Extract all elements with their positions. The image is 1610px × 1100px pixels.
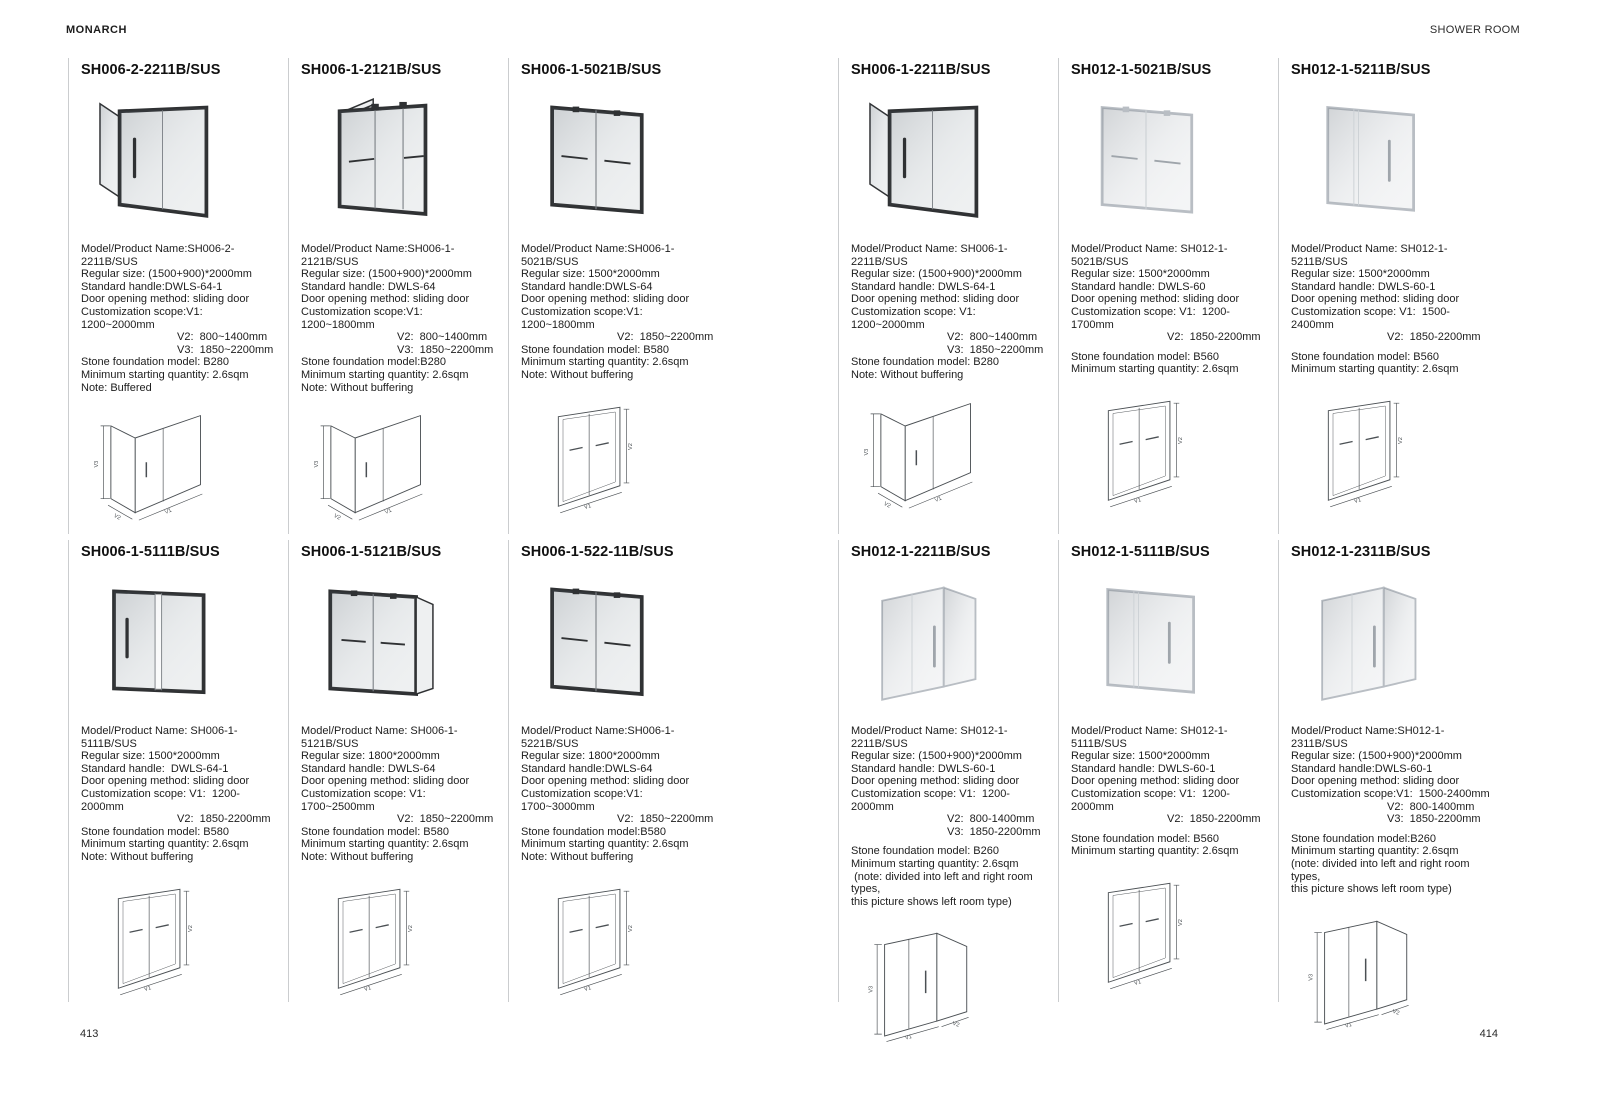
- spec-line: V2: 1850-2200mm: [1167, 813, 1261, 826]
- spec-line: Model/Product Name: SH012-1-5111B/SUS: [1071, 725, 1228, 750]
- dim-label-width: V1: [1133, 979, 1143, 988]
- shower-door-illustration: [81, 569, 231, 709]
- spec-line: Stone foundation model: B560: [1071, 350, 1220, 363]
- page-number-right: 414: [1479, 1028, 1498, 1040]
- brand-logo-text: MONARCH: [66, 24, 127, 36]
- dimension-diagram: [521, 388, 661, 520]
- spec-line: Note: Buffered: [81, 381, 152, 394]
- spec-line: V3: 1850~2200mm: [177, 343, 274, 356]
- product-photo: [1071, 569, 1272, 709]
- shower-door-illustration: [1291, 569, 1441, 709]
- spec-line: Model/Product Name:SH006-1-5021B/SUS: [521, 243, 675, 268]
- spec-line: Note: Without buffering: [851, 368, 964, 381]
- spec-line: Customization scope: V1: 1700~2500mm: [301, 787, 432, 813]
- product-card: [1278, 58, 1498, 534]
- spec-line: Door opening method: sliding door: [81, 293, 250, 306]
- shower-door-illustration: [1291, 87, 1441, 227]
- spec-line: Regular size: (1500+900)*2000mm: [1291, 750, 1462, 763]
- spec-line: Regular size: 1500*2000mm: [81, 750, 220, 763]
- spec-line: Customization scope:V1: 1700~3000mm: [521, 787, 649, 813]
- dim-label-width: V1: [934, 495, 943, 504]
- shower-door-illustration: [851, 87, 1001, 227]
- product-title: SH006-1-5121B/SUS: [301, 544, 442, 560]
- spec-line: Note: Without buffering: [521, 850, 634, 863]
- spec-line: Door opening method: sliding door: [301, 775, 470, 788]
- spec-line: Customization scope:V1: 1200~1800mm: [521, 305, 649, 331]
- spec-line: V2: 1850-2200mm: [177, 813, 271, 826]
- spec-line: V2: 1850-2200mm: [1387, 331, 1481, 344]
- product-photo: [1291, 87, 1492, 227]
- product-title: SH012-1-2211B/SUS: [851, 544, 991, 560]
- product-specs: [1291, 725, 1492, 896]
- spec-line: this picture shows left room type): [851, 895, 1012, 908]
- spec-line: Stone foundation model:B580: [521, 825, 666, 838]
- spec-line: Door opening method: sliding door: [81, 775, 250, 788]
- shower-door-illustration: [851, 569, 1001, 709]
- spec-line: this picture shows left room type): [1291, 883, 1452, 896]
- spec-line: V2: 800~1400mm: [177, 331, 268, 344]
- spec-line: Standard handle:DWLS-60-1: [1291, 762, 1433, 775]
- spec-line: Customization scope: V1: 1200-2000mm: [851, 787, 1010, 813]
- product-card: [508, 58, 728, 534]
- product-diagram: [1071, 864, 1272, 996]
- spec-line: Regular size: (1500+900)*2000mm: [301, 268, 472, 281]
- product-specs: [301, 243, 502, 394]
- spec-line: Minimum starting quantity: 2.6sqm: [1291, 363, 1459, 376]
- product-diagram: [1291, 382, 1492, 514]
- dim-label-depth: V2: [951, 1021, 961, 1030]
- spec-line: Regular size: (1500+900)*2000mm: [851, 750, 1022, 763]
- dim-label-height: V2: [1178, 437, 1185, 444]
- product-title: SH006-2-2211B/SUS: [81, 62, 221, 78]
- spec-line: Stone foundation model: B560: [1291, 350, 1440, 363]
- spec-line: Note: Without buffering: [301, 381, 414, 394]
- spec-line: (note: divided into left and right room types,: [851, 870, 1036, 896]
- dim-label-height: V3: [93, 460, 100, 468]
- dim-label-width: V1: [164, 507, 173, 516]
- spec-line: Standard handle:DWLS-64: [521, 762, 653, 775]
- spec-line: Model/Product Name: SH012-1-5211B/SUS: [1291, 243, 1448, 268]
- product-photo: [301, 87, 502, 227]
- spec-line: Regular size: 1800*2000mm: [521, 750, 660, 763]
- page-left-row-2: [68, 540, 728, 1002]
- section-title: SHOWER ROOM: [1429, 24, 1520, 36]
- spec-line: Minimum starting quantity: 2.6sqm: [81, 838, 249, 851]
- product-card: [838, 540, 1058, 1042]
- spec-line: Standard handle: DWLS-64: [301, 280, 436, 293]
- product-diagram: [851, 388, 1052, 520]
- dim-label-depth: V2: [1391, 1008, 1401, 1017]
- spec-line: Door opening method: sliding door: [521, 293, 690, 306]
- dim-label-height: V2: [628, 924, 635, 932]
- spec-line: Customization scope: V1: 1200-2000mm: [81, 787, 240, 813]
- product-card: [68, 58, 288, 534]
- dim-label-width: V1: [583, 502, 593, 511]
- dimension-diagram: [81, 400, 221, 532]
- spec-line: Stone foundation model:B280: [301, 356, 446, 369]
- spec-line: Stone foundation model: B560: [1071, 832, 1220, 845]
- dim-label-height: V2: [408, 924, 415, 932]
- dim-label-height: V3: [863, 448, 870, 456]
- page-right-row-1: [838, 58, 1498, 534]
- spec-line: Model/Product Name: SH006-1-5121B/SUS: [301, 725, 458, 750]
- product-specs: [521, 243, 722, 382]
- dim-label-height: V2: [628, 442, 635, 450]
- product-card: [1058, 540, 1278, 1002]
- spec-line: V2: 1850~2200mm: [397, 813, 494, 826]
- product-card: [288, 540, 508, 1002]
- dim-label-height: V2: [188, 924, 195, 932]
- spec-line: Minimum starting quantity: 2.6sqm: [301, 838, 469, 851]
- spec-line: Regular size: 1500*2000mm: [1291, 268, 1430, 281]
- spec-line: V2: 800-1400mm: [1387, 800, 1475, 813]
- product-title: SH006-1-5021B/SUS: [521, 62, 662, 78]
- spec-line: Minimum starting quantity: 2.6sqm: [1071, 845, 1239, 858]
- product-card: [68, 540, 288, 1002]
- product-diagram: [521, 388, 722, 520]
- spec-line: Stone foundation model: B580: [521, 343, 670, 356]
- product-diagram: [81, 870, 282, 1002]
- product-photo: [1071, 87, 1272, 227]
- spec-line: [1291, 826, 1492, 833]
- product-diagram: [301, 870, 502, 1002]
- spec-line: Stone foundation model: B580: [81, 825, 230, 838]
- product-specs: [81, 725, 282, 864]
- spec-line: [1071, 344, 1272, 351]
- dimension-diagram: [851, 914, 991, 1046]
- shower-door-illustration: [521, 87, 671, 227]
- spec-line: Stone foundation model: B580: [301, 825, 450, 838]
- dim-label-width: V1: [1353, 497, 1363, 506]
- product-photo: [301, 569, 502, 709]
- spec-line: Note: Without buffering: [301, 850, 414, 863]
- product-photo: [1291, 569, 1492, 709]
- spec-line: Model/Product Name: SH006-1-5111B/SUS: [81, 725, 238, 750]
- shower-door-illustration: [301, 569, 451, 709]
- spec-line: Minimum starting quantity: 2.6sqm: [1071, 363, 1239, 376]
- spec-line: Minimum starting quantity: 2.6sqm: [301, 368, 469, 381]
- spec-line: Standard handle:DWLS-64-1: [81, 280, 223, 293]
- spec-line: Door opening method: sliding door: [1291, 775, 1460, 788]
- dimension-diagram: [81, 870, 221, 1002]
- spec-line: Customization scope: V1: 1200-2000mm: [1071, 787, 1230, 813]
- spec-line: Minimum starting quantity: 2.6sqm: [851, 857, 1019, 870]
- product-card: [1058, 58, 1278, 534]
- dim-label-width: V1: [1344, 1021, 1353, 1030]
- spec-line: Standard handle: DWLS-60-1: [1291, 280, 1436, 293]
- dim-label-height: V2: [1398, 437, 1405, 444]
- dim-label-width: V1: [363, 984, 373, 993]
- spec-line: V3: 1850-2200mm: [1387, 813, 1481, 826]
- page-left-row-1: [68, 58, 728, 534]
- product-title: SH006-1-5111B/SUS: [81, 544, 220, 560]
- spec-line: Model/Product Name: SH006-1-2211B/SUS: [851, 243, 1008, 268]
- spec-line: V2: 1850~2200mm: [617, 813, 714, 826]
- spec-line: [851, 838, 1052, 845]
- spec-line: Door opening method: sliding door: [521, 775, 690, 788]
- product-specs: [1291, 243, 1492, 376]
- dimension-diagram: [1291, 382, 1431, 514]
- product-title: SH012-1-5211B/SUS: [1291, 62, 1431, 78]
- product-title: SH012-1-2311B/SUS: [1291, 544, 1431, 560]
- dim-label-width: V1: [143, 984, 153, 993]
- dim-label-height: V3: [1308, 973, 1315, 981]
- spec-line: Door opening method: sliding door: [1291, 293, 1460, 306]
- product-title: SH006-1-522-11B/SUS: [521, 544, 674, 560]
- dimension-diagram: [521, 870, 661, 1002]
- product-specs: [521, 725, 722, 864]
- spec-line: Door opening method: sliding door: [851, 775, 1020, 788]
- spec-line: Stone foundation model:B260: [1291, 832, 1436, 845]
- spec-line: Regular size: (1500+900)*2000mm: [851, 268, 1022, 281]
- spec-line: Minimum starting quantity: 2.6sqm: [1291, 845, 1459, 858]
- spec-line: Stone foundation model: B280: [851, 356, 1000, 369]
- spec-line: Model/Product Name:SH006-1-5221B/SUS: [521, 725, 675, 750]
- shower-door-illustration: [1071, 569, 1221, 709]
- product-specs: [851, 725, 1052, 908]
- spec-line: Standard handle: DWLS-64-1: [851, 280, 996, 293]
- product-photo: [851, 87, 1052, 227]
- dimension-diagram: [1071, 864, 1211, 996]
- product-diagram: [81, 400, 282, 532]
- product-title: SH006-1-2121B/SUS: [301, 62, 442, 78]
- shower-door-illustration: [301, 87, 451, 227]
- spec-line: Standard handle:DWLS-64: [521, 280, 653, 293]
- spec-line: V3: 1850-2200mm: [947, 825, 1041, 838]
- product-photo: [521, 569, 722, 709]
- spec-line: Door opening method: sliding door: [1071, 293, 1240, 306]
- spec-line: Minimum starting quantity: 2.6sqm: [521, 356, 689, 369]
- product-card: [838, 58, 1058, 534]
- spec-line: Regular size: 1500*2000mm: [1071, 750, 1210, 763]
- spec-line: Standard handle: DWLS-60-1: [851, 762, 996, 775]
- spec-line: Standard handle: DWLS-64-1: [81, 762, 229, 775]
- spec-line: V2: 1850-2200mm: [1167, 331, 1261, 344]
- product-diagram: [851, 914, 1052, 1046]
- product-title: SH012-1-5021B/SUS: [1071, 62, 1212, 78]
- spec-line: [1291, 344, 1492, 351]
- dimension-diagram: [1291, 902, 1431, 1034]
- dim-label-depth: V2: [112, 513, 122, 522]
- spec-line: V2: 800-1400mm: [947, 813, 1035, 826]
- spec-line: Customization scope: V1: 1200-1700mm: [1071, 305, 1230, 331]
- spec-line: Customization scope:V1: 1500-2400mm: [1291, 787, 1490, 800]
- product-title: SH012-1-5111B/SUS: [1071, 544, 1210, 560]
- spec-line: Door opening method: sliding door: [851, 293, 1020, 306]
- spec-line: Customization scope:V1: 1200~2000mm: [81, 305, 209, 331]
- spec-line: V2: 800~1400mm: [397, 331, 488, 344]
- spec-line: Standard handle: DWLS-64: [301, 762, 436, 775]
- spec-line: V3: 1850~2200mm: [947, 343, 1044, 356]
- shower-door-illustration: [1071, 87, 1221, 227]
- product-card: [288, 58, 508, 534]
- product-diagram: [1071, 382, 1272, 514]
- product-photo: [851, 569, 1052, 709]
- dim-label-height: V3: [313, 460, 320, 468]
- dimension-diagram: [301, 870, 441, 1002]
- product-specs: [851, 243, 1052, 382]
- page-left: [68, 58, 728, 1002]
- product-card: [1278, 540, 1498, 1030]
- dim-label-width: V1: [583, 984, 593, 993]
- spec-line: Regular size: (1500+900)*2000mm: [81, 268, 252, 281]
- spec-line: Standard handle: DWLS-60-1: [1071, 762, 1216, 775]
- product-specs: [1071, 725, 1272, 858]
- spec-line: Minimum starting quantity: 2.6sqm: [521, 838, 689, 851]
- product-diagram: [1291, 902, 1492, 1034]
- spec-line: Note: Without buffering: [81, 850, 194, 863]
- spec-line: [1071, 826, 1272, 833]
- dim-label-width: V1: [904, 1034, 913, 1042]
- dimension-diagram: [1071, 382, 1211, 514]
- spec-line: Customization scope: V1: 1200~2000mm: [851, 305, 982, 331]
- spec-line: V2: 800~1400mm: [947, 331, 1038, 344]
- dimension-diagram: [301, 400, 441, 532]
- product-specs: [301, 725, 502, 864]
- product-diagram: [301, 400, 502, 532]
- spec-line: Model/Product Name: SH012-1-2211B/SUS: [851, 725, 1008, 750]
- spec-line: V3: 1850~2200mm: [397, 343, 494, 356]
- spec-line: Stone foundation model: B260: [851, 845, 1000, 858]
- spec-line: Customization scope: V1: 1500-2400mm: [1291, 305, 1450, 331]
- product-photo: [521, 87, 722, 227]
- product-title: SH006-1-2211B/SUS: [851, 62, 991, 78]
- dimension-diagram: [851, 388, 991, 520]
- spec-line: Model/Product Name:SH006-2-2211B/SUS: [81, 243, 235, 268]
- product-photo: [81, 87, 282, 227]
- dim-label-depth: V2: [882, 500, 892, 510]
- shower-door-illustration: [521, 569, 671, 709]
- spec-line: Model/Product Name:SH006-1-2121B/SUS: [301, 243, 455, 268]
- page-number-left: 413: [80, 1028, 99, 1040]
- product-specs: [1071, 243, 1272, 376]
- spec-line: Minimum starting quantity: 2.6sqm: [81, 368, 249, 381]
- spec-line: Customization scope:V1: 1200~1800mm: [301, 305, 429, 331]
- spec-line: Note: Without buffering: [521, 368, 634, 381]
- dim-label-height: V2: [1178, 919, 1185, 926]
- spec-line: Model/Product Name:SH012-1-2311B/SUS: [1291, 725, 1445, 750]
- spec-line: Regular size: 1800*2000mm: [301, 750, 440, 763]
- dim-label-width: V1: [1133, 497, 1143, 506]
- product-specs: [81, 243, 282, 394]
- product-diagram: [521, 870, 722, 1002]
- spec-line: Door opening method: sliding door: [301, 293, 470, 306]
- spec-line: V2: 1850~2200mm: [617, 331, 714, 344]
- spec-line: (note: divided into left and right room types,: [1291, 857, 1473, 883]
- dim-label-depth: V2: [332, 513, 342, 522]
- spec-line: Standard handle: DWLS-60: [1071, 280, 1206, 293]
- product-photo: [81, 569, 282, 709]
- shower-door-illustration: [81, 87, 231, 227]
- product-card: [508, 540, 728, 1002]
- spec-line: Door opening method: sliding door: [1071, 775, 1240, 788]
- spec-line: Stone foundation model: B280: [81, 356, 230, 369]
- spec-line: Regular size: 1500*2000mm: [1071, 268, 1210, 281]
- spec-line: Regular size: 1500*2000mm: [521, 268, 660, 281]
- dim-label-width: V1: [384, 507, 393, 516]
- dim-label-height: V3: [868, 986, 875, 994]
- spec-line: Model/Product Name: SH012-1-5021B/SUS: [1071, 243, 1228, 268]
